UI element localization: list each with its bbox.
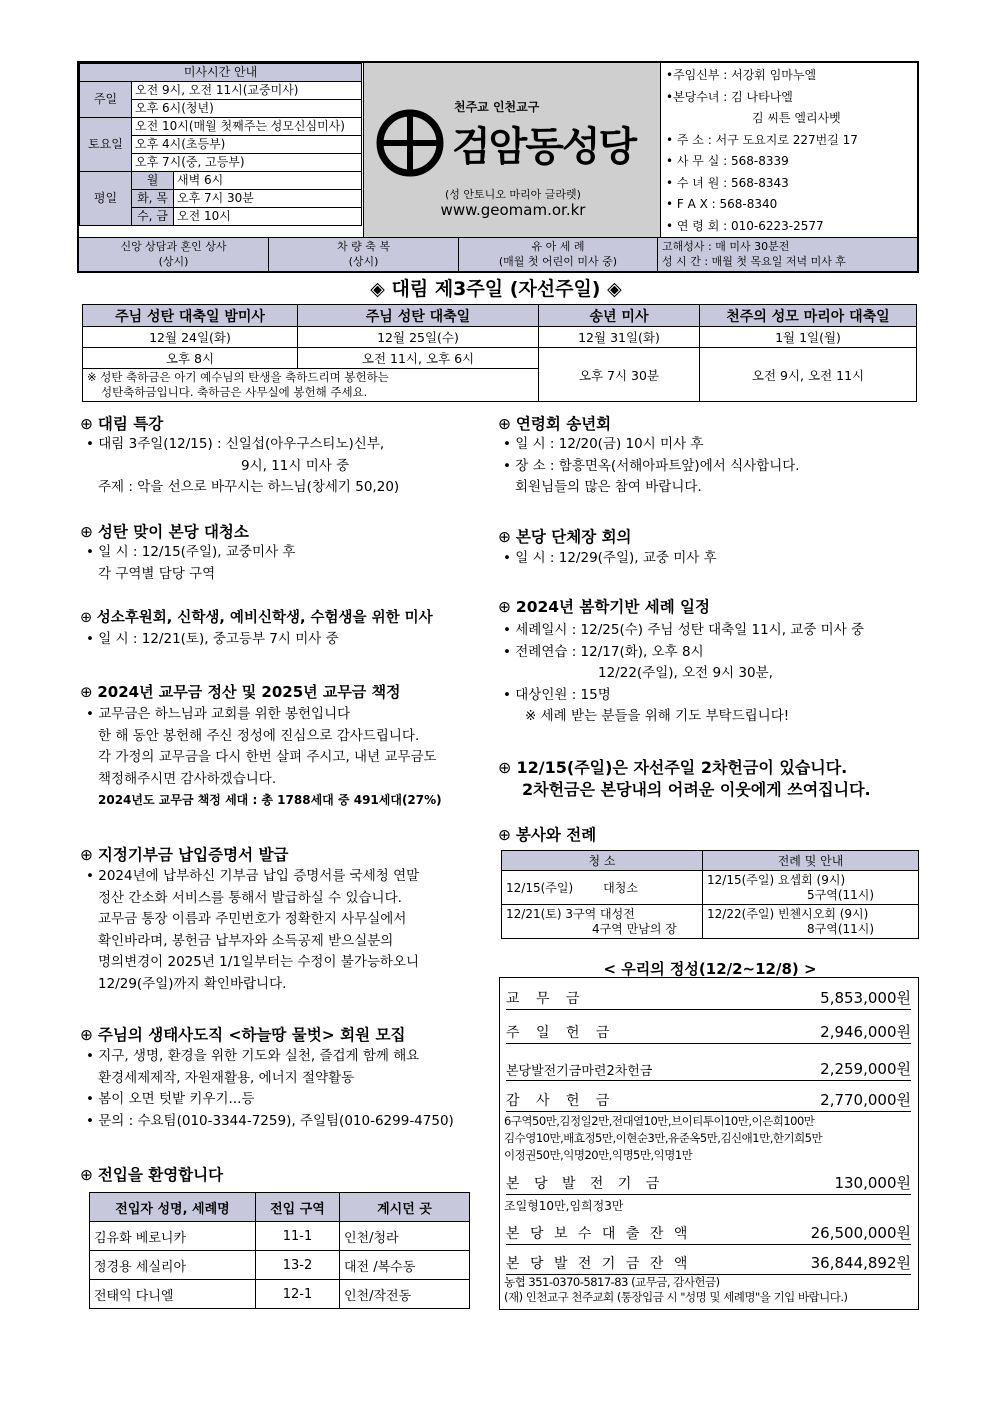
duty-date: 12/15(주일) <box>707 872 775 887</box>
body-line: 정산 간소화 서비스를 통해서 발급하실 수 있습니다. <box>98 889 402 906</box>
duty-task: 3구역 대성전 <box>565 906 635 921</box>
offering-amount: 26,500,000원 <box>810 1224 911 1242</box>
body-line: 각 구역별 담당 구역 <box>98 565 216 582</box>
body-line: • 지구, 생명, 환경을 위한 기도와 실천, 즐겁게 함께 해요 <box>86 1048 420 1064</box>
weekday-time: 오후 7시 30분 <box>174 190 362 208</box>
offering-row <box>506 988 911 1010</box>
offering-amount: 5,853,000원 <box>820 989 911 1007</box>
car-blessing-cell <box>269 238 459 271</box>
district-cell: 13-2 <box>256 1251 340 1280</box>
christmas-note <box>83 369 539 402</box>
origin-cell: 인천/작전동 <box>340 1280 470 1309</box>
office-phone: • 사 무 실 : 568-8339 <box>666 154 789 168</box>
name-cell: 정경용 세실리아 <box>90 1251 256 1280</box>
offering-row <box>506 1253 911 1275</box>
year-end-party-body <box>503 434 800 499</box>
cleaning-body <box>86 542 295 585</box>
confession-cell <box>658 238 917 271</box>
donation-receipt-body <box>86 866 419 995</box>
time-cell: 오후 7시 30분 <box>539 348 700 402</box>
body-line: • 2024년에 납부하신 기부금 납입 증명서를 국세청 연말 <box>86 868 420 884</box>
column-header: 주님 성탄 대축일 <box>298 305 539 327</box>
bank-info <box>504 1275 848 1305</box>
baptism-schedule-body <box>503 620 864 728</box>
weekday-day: 화, 목 <box>132 190 174 208</box>
column-header: 송년 미사 <box>539 305 700 327</box>
offering-row <box>506 1223 911 1245</box>
offering-label: 교 무 금 <box>506 991 586 1007</box>
clean-cell <box>502 905 703 939</box>
body-line: • 전례연습 : 12/17(화), 오후 8시 <box>503 643 704 660</box>
column-header: 주님 성탄 대축일 밤미사 <box>83 305 298 327</box>
parish-logo-area <box>363 63 661 237</box>
date-cell: 12월 25일(수) <box>298 327 539 348</box>
offering-label: 본 당 발 전 기 금 잔 액 <box>506 1256 691 1272</box>
weekday-day: 수, 금 <box>132 208 174 226</box>
offering-amount: 36,844,892원 <box>810 1254 911 1272</box>
cross-circle-icon <box>372 103 452 183</box>
body-line: 책정해주시면 감사하겠습니다. <box>98 770 277 787</box>
pastor-line: •주임신부 : 서강휘 임마누엘 <box>666 68 817 82</box>
saturday-mass-2: 오후 4시(초등부) <box>132 136 362 154</box>
duty-date: 12/15(주일) <box>506 881 574 895</box>
leaders-meeting-body <box>503 548 717 570</box>
nun-line-2: 김 씨튼 엘리사벳 <box>752 111 841 125</box>
body-line: • 대상인원 : 15명 <box>503 686 611 703</box>
bank-line: 농협 351-0370-5817-83 (교무금, 감사헌금) <box>504 1275 720 1289</box>
time-cell: 오후 8시 <box>83 348 298 369</box>
welcome-table <box>89 1192 470 1309</box>
convent-phone: • 수 녀 원 : 568-8343 <box>666 175 789 190</box>
sunday-mass-1: 오전 9시, 오전 11시(교중미사) <box>132 82 362 100</box>
weekday-time: 오전 10시 <box>174 208 362 226</box>
column-header: 전례 및 안내 <box>703 851 919 871</box>
offering-amount: 2,946,000원 <box>820 1023 911 1041</box>
section-title: ⊕ 전입을 환영합니다 <box>80 1163 223 1185</box>
duty-task: 빈첸시오회 (9시) <box>777 906 869 921</box>
page-title: ◈ 대림 제3주일 (자선주일) ◈ <box>370 278 622 300</box>
detail-line: 이정권50만,익명20만,익명5만,익명1만 <box>504 1148 693 1162</box>
offering-amount: 2,770,000원 <box>820 1091 911 1109</box>
counsel-cell <box>79 238 269 271</box>
weekday-day: 월 <box>132 172 174 190</box>
offering-label: 본당발전기금마련2차헌금 <box>506 1064 653 1079</box>
column-header: 전입자 성명, 세례명 <box>90 1193 256 1222</box>
sunday-mass-2: 오후 6시(청년) <box>132 100 362 118</box>
date-cell: 1월 1일(월) <box>700 327 917 348</box>
duty-date: 12/21(토) <box>506 906 562 921</box>
cell-line2: 성 시 간 : 매월 첫 목요일 저녁 미사 후 <box>662 255 846 268</box>
offering-amount: 130,000원 <box>834 1174 911 1192</box>
body-line: • 문의 : 수요팀(010-3344-7259), 주일팀(010-6299-4750) <box>86 1112 454 1129</box>
cell-line2: (매월 첫 어린이 미사 중) <box>498 255 618 268</box>
saturday-mass-3: 오후 7시(중, 고등부) <box>132 154 362 172</box>
offering-row <box>506 1173 911 1195</box>
body-line: • 교무금은 하느님과 교회를 위한 봉헌입니다 <box>86 706 351 722</box>
duty-task: 4구역 만남의 장 <box>592 921 677 936</box>
note-line: 성탄축하금입니다. 축하금은 사무실에 봉헌해 주세요. <box>101 385 368 399</box>
duty-task: 5구역(11시) <box>807 887 875 902</box>
body-line: 확인바라며, 봉헌금 납부자와 소득공제 받으실분의 <box>98 932 394 949</box>
body-line: • 세례일시 : 12/25(수) 주님 성탄 대축일 11시, 교중 미사 중 <box>503 622 865 638</box>
logo-main-text: 검암동성당 <box>452 123 636 170</box>
tithe-body <box>86 704 442 812</box>
body-line: ※ 세례 받는 분들을 위해 기도 부탁드립니다! <box>525 708 790 724</box>
section-title: ⊕ 성탄 맞이 본당 대청소 <box>80 520 249 542</box>
origin-cell: 대전 /복수동 <box>340 1251 470 1280</box>
body-line: 환경세제제작, 자원재활용, 에너지 절약활동 <box>98 1069 355 1086</box>
section-title: ⊕ 2024년 교무금 정산 및 2025년 교무금 책정 <box>80 681 401 702</box>
name-cell: 전태익 다니엘 <box>90 1280 256 1309</box>
sunday-label: 주일 <box>80 82 132 118</box>
logo-subtitle: 천주교 인천교구 <box>454 100 540 114</box>
dev-detail: 조일형10만,임희정3만 <box>504 1199 624 1213</box>
body-line: • 일 시 : 12/29(주일), 교중 미사 후 <box>503 550 717 566</box>
offering-row <box>506 1022 911 1044</box>
fax-line: • F A X : 568-8340 <box>666 197 778 211</box>
liturgy-cell <box>703 871 919 905</box>
section-title: ⊕ 봉사와 전례 <box>498 823 596 845</box>
weekday-time: 새벽 6시 <box>174 172 362 190</box>
name-cell: 김유화 베로니카 <box>90 1222 256 1251</box>
detail-line: 6구역50만,김정일2만,전대열10만,브이티투이10만,이은희100만 <box>504 1114 815 1128</box>
offering-label: 본 당 보 수 대 출 잔 액 <box>506 1226 691 1242</box>
body-line: 12/22(주일), 오전 9시 30분, <box>598 665 773 681</box>
body-line: • 대림 3주일(12/15) : 신일섭(아우구스티노)신부, <box>86 436 385 452</box>
cell-line1: 고해성사 : 매 미사 30분전 <box>662 240 790 253</box>
body-line: 9시, 11시 미사 중 <box>241 457 350 474</box>
duty-task: 대청소 <box>603 881 638 895</box>
saturday-label: 토요일 <box>80 118 132 172</box>
offering-amount: 2,259,000원 <box>820 1060 911 1078</box>
column-header: 전입 구역 <box>256 1193 340 1222</box>
body-line: • 일 시 : 12/21(토), 중고등부 7시 미사 중 <box>86 631 339 647</box>
cell-line2: (상시) <box>158 255 189 268</box>
table-row <box>90 1251 470 1280</box>
body-line: 각 가정의 교무금을 다시 한번 살펴 주시고, 내년 교무금도 <box>98 749 437 765</box>
body-line: • 장 소 : 함흥면옥(서해아파트앞)에서 식사합니다. <box>503 457 800 474</box>
charity-notice-2: 2차헌금은 본당내의 어려운 이웃에게 쓰여집니다. <box>522 780 871 799</box>
clean-cell <box>502 871 703 905</box>
duty-date: 12/22(주일) <box>707 906 775 921</box>
nun-line: •본당수녀 : 김 나타나엘 <box>666 89 793 104</box>
body-line: 한 해 동안 봉헌해 주신 정성에 진심으로 감사드립니다. <box>98 727 420 744</box>
body-line: 12/29(주일)까지 확인바랍니다. <box>98 975 287 992</box>
table-row <box>90 1222 470 1251</box>
weekday-label: 평일 <box>80 172 132 226</box>
body-line: • 봄이 오면 텃밭 키우기...등 <box>86 1091 255 1107</box>
district-cell: 12-1 <box>256 1280 340 1309</box>
body-line: 교무금 통장 이름과 주민번호가 정확한지 사무실에서 <box>98 911 407 927</box>
duty-table <box>501 850 919 939</box>
body-line: 회원님들의 많은 참여 바랍니다. <box>515 479 702 495</box>
cell-line1: 신앙 상담과 혼인 상사 <box>120 240 227 253</box>
origin-cell: 인천/청라 <box>340 1222 470 1251</box>
offering-label: 감 사 헌 금 <box>506 1093 616 1109</box>
saturday-mass-1: 오전 10시(매월 첫째주는 성모신심미사) <box>132 118 362 136</box>
duty-task: 8구역(11시) <box>807 921 875 936</box>
logo-saint: (성 안토니오 마리아 글라렛) <box>445 188 581 201</box>
body-line: 주제 : 악을 선으로 바꾸시는 하느님(창세기 50,20) <box>98 479 400 495</box>
charity-notice: ⊕ 12/15(주일)은 자선주일 2차헌금이 있습니다. <box>498 755 847 778</box>
column-header: 계시던 곳 <box>340 1193 470 1222</box>
website-url[interactable]: www.geomam.or.kr <box>440 201 586 219</box>
time-cell: 오전 9시, 오전 11시 <box>700 348 917 402</box>
column-header: 천주의 성모 마리아 대축일 <box>700 305 917 327</box>
table-row <box>502 871 919 905</box>
table-row <box>90 1280 470 1309</box>
section-title: ⊕ 성소후원회, 신학생, 예비신학생, 수험생을 위한 미사 <box>80 606 433 627</box>
vocation-mass-body <box>86 629 339 651</box>
header-box <box>77 61 919 273</box>
infant-baptism-cell <box>459 238 658 271</box>
bank-line: (재) 인천교구 천주교회 (통장입금 시 "성명 및 세례명"을 기입 바랍니다.) <box>504 1290 848 1304</box>
offering-title: < 우리의 정성(12/2~12/8) > <box>603 960 817 978</box>
table-row <box>502 905 919 939</box>
tithe-stats: 2024년도 교무금 책정 세대 : 총 1788세대 중 491세대(27%) <box>98 793 442 807</box>
section-title: ⊕ 본당 단체장 회의 <box>498 525 632 547</box>
cell-line2: (상시) <box>348 255 379 268</box>
date-cell: 12월 31일(화) <box>539 327 700 348</box>
district-cell: 11-1 <box>256 1222 340 1251</box>
body-line: • 일 시 : 12/15(주일), 교중미사 후 <box>86 544 296 560</box>
section-title: ⊕ 대림 특강 <box>80 412 163 434</box>
cell-line1: 유 아 세 례 <box>531 240 585 253</box>
mass-title: 미사시간 안내 <box>80 64 362 82</box>
time-cell: 오전 11시, 오후 6시 <box>298 348 539 369</box>
section-title: ⊕ 지정기부금 납입증명서 발급 <box>80 843 288 865</box>
column-header: 청 소 <box>502 851 703 871</box>
section-title: ⊕ 연령회 송년회 <box>498 412 611 434</box>
body-line: • 일 시 : 12/20(금) 10시 미사 후 <box>503 436 704 452</box>
cell-line1: 차 량 축 복 <box>337 240 390 253</box>
section-title: ⊕ 주님의 생태사도직 <하늘땅 물벗> 회원 모집 <box>80 1023 405 1045</box>
offering-label: 본 당 발 전 기 금 <box>506 1176 665 1192</box>
body-line: 명의변경이 2025년 1/1일부터는 수정이 불가능하오니 <box>98 954 420 970</box>
funeral-society-phone: • 연 령 회 : 010-6223-2577 <box>666 218 824 233</box>
section-title: ⊕ 2024년 봄학기반 세례 일정 <box>498 595 710 617</box>
thanks-detail <box>504 1113 822 1164</box>
offering-row <box>506 1059 911 1081</box>
advent-lecture-body <box>86 434 399 499</box>
liturgy-cell <box>703 905 919 939</box>
note-line: ※ 성탄 축하금은 아기 예수님의 탄생을 축하드리며 봉헌하는 <box>87 370 389 384</box>
header-bottom-row <box>79 237 917 271</box>
offering-row <box>506 1090 911 1112</box>
duty-task: 요셉회 (9시) <box>777 872 846 887</box>
address-line: • 주 소 : 서구 도요지로 227번길 17 <box>666 132 858 147</box>
date-cell: 12월 24일(화) <box>83 327 298 348</box>
christmas-schedule-table <box>82 304 917 402</box>
offering-label: 주 일 헌 금 <box>506 1025 616 1041</box>
mass-schedule-table <box>79 63 362 226</box>
detail-line: 김수영10만,배효정5만,이현순3만,유준옥5만,김신애1만,한기희5만 <box>504 1131 823 1145</box>
offering-box <box>499 977 919 1310</box>
ecology-body <box>86 1046 454 1132</box>
staff-info <box>662 63 918 237</box>
